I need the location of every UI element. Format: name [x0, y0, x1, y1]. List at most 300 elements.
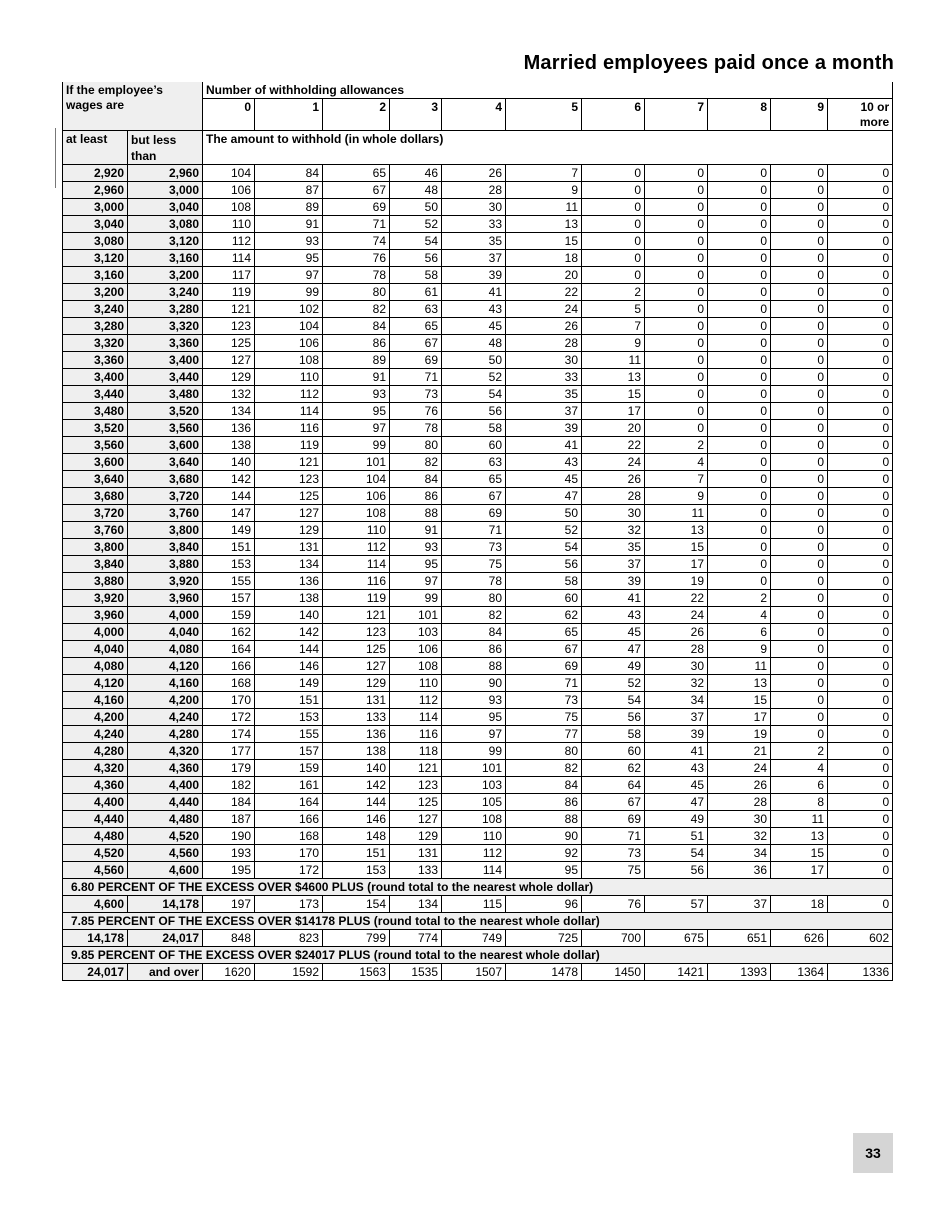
withholding-amount: 0 [771, 573, 828, 590]
wage-but-less-than: 4,000 [128, 607, 203, 624]
wage-but-less-than: 4,080 [128, 641, 203, 658]
withholding-amount: 2 [582, 284, 645, 301]
withholding-amount: 0 [828, 760, 893, 777]
withholding-amount: 0 [828, 182, 893, 199]
wage-at-least: 3,280 [63, 318, 128, 335]
wage-at-least: 4,160 [63, 692, 128, 709]
withholding-amount: 133 [323, 709, 390, 726]
withholding-amount: 182 [203, 777, 255, 794]
header-row-allowances [63, 82, 893, 99]
withholding-amount: 125 [255, 488, 323, 505]
table-row [63, 471, 893, 488]
at-least-label: at least [63, 131, 128, 165]
withholding-amount: 0 [771, 250, 828, 267]
withholding-amount: 75 [442, 556, 506, 573]
withholding-amount: 61 [390, 284, 442, 301]
withholding-amount: 173 [255, 896, 323, 913]
withholding-amount: 37 [442, 250, 506, 267]
withholding-amount: 39 [582, 573, 645, 590]
withholding-amount: 24 [506, 301, 582, 318]
wage-at-least: 4,200 [63, 709, 128, 726]
withholding-amount: 92 [506, 845, 582, 862]
table-row [63, 964, 893, 981]
allowance-header-8: 8 [708, 99, 771, 131]
withholding-amount: 0 [771, 539, 828, 556]
wage-but-less-than: 3,680 [128, 471, 203, 488]
withholding-amount: 71 [582, 828, 645, 845]
withholding-amount: 78 [390, 420, 442, 437]
table-row [63, 267, 893, 284]
table-row [63, 369, 893, 386]
withholding-amount: 28 [708, 794, 771, 811]
withholding-amount: 0 [771, 420, 828, 437]
wage-but-less-than: 3,440 [128, 369, 203, 386]
withholding-amount: 43 [645, 760, 708, 777]
withholding-amount: 58 [582, 726, 645, 743]
wage-but-less-than: 14,178 [128, 896, 203, 913]
wage-but-less-than: 2,960 [128, 165, 203, 182]
withholding-amount: 134 [390, 896, 442, 913]
table-row [63, 607, 893, 624]
table-row [63, 182, 893, 199]
withholding-amount: 626 [771, 930, 828, 947]
wage-at-least: 3,640 [63, 471, 128, 488]
withholding-amount: 26 [442, 165, 506, 182]
withholding-amount: 24 [645, 607, 708, 624]
withholding-amount: 110 [255, 369, 323, 386]
withholding-amount: 43 [442, 301, 506, 318]
withholding-amount: 56 [506, 556, 582, 573]
withholding-amount: 0 [708, 233, 771, 250]
withholding-amount: 127 [203, 352, 255, 369]
wage-at-least: 2,960 [63, 182, 128, 199]
withholding-amount: 0 [771, 335, 828, 352]
withholding-amount: 60 [506, 590, 582, 607]
withholding-amount: 129 [323, 675, 390, 692]
withholding-amount: 136 [323, 726, 390, 743]
withholding-amount: 26 [645, 624, 708, 641]
withholding-amount: 123 [203, 318, 255, 335]
withholding-amount: 67 [390, 335, 442, 352]
withholding-amount: 18 [506, 250, 582, 267]
withholding-amount: 69 [390, 352, 442, 369]
withholding-amount: 15 [506, 233, 582, 250]
withholding-amount: 121 [390, 760, 442, 777]
withholding-amount: 84 [506, 777, 582, 794]
withholding-amount: 91 [255, 216, 323, 233]
withholding-amount: 0 [645, 233, 708, 250]
withholding-amount: 0 [645, 369, 708, 386]
wage-but-less-than: 3,360 [128, 335, 203, 352]
withholding-amount: 0 [645, 199, 708, 216]
withholding-amount: 127 [390, 811, 442, 828]
wage-at-least: 3,960 [63, 607, 128, 624]
withholding-amount: 0 [828, 420, 893, 437]
table-row [63, 437, 893, 454]
withholding-amount: 37 [645, 709, 708, 726]
allowance-header-5: 5 [506, 99, 582, 131]
withholding-amount: 22 [645, 590, 708, 607]
withholding-amount: 28 [442, 182, 506, 199]
withholding-amount: 58 [390, 267, 442, 284]
withholding-amount: 65 [506, 624, 582, 641]
withholding-amount: 0 [771, 301, 828, 318]
withholding-amount: 153 [323, 862, 390, 879]
withholding-amount: 15 [582, 386, 645, 403]
withholding-amount: 0 [828, 811, 893, 828]
table-row [63, 641, 893, 658]
wage-at-least: 4,320 [63, 760, 128, 777]
wage-but-less-than: 4,160 [128, 675, 203, 692]
wage-but-less-than: 3,720 [128, 488, 203, 505]
table-row [63, 692, 893, 709]
allowance-header-3: 3 [390, 99, 442, 131]
table-row [63, 454, 893, 471]
withholding-amount: 0 [582, 250, 645, 267]
withholding-amount: 0 [582, 267, 645, 284]
withholding-amount: 39 [442, 267, 506, 284]
withholding-amount: 0 [645, 267, 708, 284]
withholding-amount: 0 [828, 896, 893, 913]
wage-but-less-than: 4,320 [128, 743, 203, 760]
withholding-amount: 26 [708, 777, 771, 794]
withholding-amount: 89 [323, 352, 390, 369]
withholding-amount: 0 [771, 692, 828, 709]
withholding-amount: 37 [506, 403, 582, 420]
withholding-amount: 184 [203, 794, 255, 811]
wage-but-less-than: 3,120 [128, 233, 203, 250]
withholding-amount: 22 [506, 284, 582, 301]
withholding-amount: 131 [255, 539, 323, 556]
withholding-amount: 20 [506, 267, 582, 284]
table-row [63, 199, 893, 216]
withholding-amount: 76 [323, 250, 390, 267]
withholding-amount: 32 [645, 675, 708, 692]
withholding-amount: 144 [203, 488, 255, 505]
withholding-amount: 48 [390, 182, 442, 199]
withholding-amount: 65 [390, 318, 442, 335]
withholding-amount: 0 [828, 794, 893, 811]
withholding-amount: 67 [323, 182, 390, 199]
withholding-amount: 96 [506, 896, 582, 913]
allowance-header-10: 10 or more [828, 99, 893, 131]
withholding-amount: 99 [323, 437, 390, 454]
withholding-amount: 41 [582, 590, 645, 607]
withholding-amount: 56 [442, 403, 506, 420]
withholding-amount: 7 [582, 318, 645, 335]
withholding-amount: 0 [828, 607, 893, 624]
withholding-amount: 0 [708, 216, 771, 233]
withholding-amount: 138 [255, 590, 323, 607]
withholding-amount: 0 [828, 828, 893, 845]
withholding-amount: 164 [255, 794, 323, 811]
table-row [63, 335, 893, 352]
withholding-amount: 0 [771, 386, 828, 403]
withholding-amount: 0 [708, 386, 771, 403]
withholding-amount: 108 [442, 811, 506, 828]
withholding-amount: 24 [708, 760, 771, 777]
withholding-amount: 43 [506, 454, 582, 471]
header-row-amount [63, 131, 893, 165]
withholding-amount: 101 [442, 760, 506, 777]
table-row [63, 233, 893, 250]
withholding-amount: 45 [645, 777, 708, 794]
withholding-amount: 9 [582, 335, 645, 352]
wage-but-less-than: 4,600 [128, 862, 203, 879]
withholding-amount: 95 [255, 250, 323, 267]
withholding-amount: 799 [323, 930, 390, 947]
wage-at-least: 3,600 [63, 454, 128, 471]
withholding-amount: 0 [582, 216, 645, 233]
withholding-amount: 0 [645, 216, 708, 233]
withholding-amount: 0 [708, 301, 771, 318]
withholding-amount: 28 [645, 641, 708, 658]
wage-but-less-than: 4,360 [128, 760, 203, 777]
withholding-amount: 82 [323, 301, 390, 318]
withholding-amount: 1535 [390, 964, 442, 981]
withholding-amount: 37 [582, 556, 645, 573]
withholding-amount: 0 [828, 743, 893, 760]
withholding-amount: 90 [506, 828, 582, 845]
withholding-amount: 0 [828, 335, 893, 352]
withholding-amount: 114 [255, 403, 323, 420]
withholding-amount: 0 [828, 573, 893, 590]
withholding-amount: 0 [771, 726, 828, 743]
withholding-amount: 172 [203, 709, 255, 726]
allowance-header-1: 1 [255, 99, 323, 131]
withholding-amount: 0 [645, 420, 708, 437]
withholding-amount: 0 [828, 471, 893, 488]
wage-but-less-than: 4,120 [128, 658, 203, 675]
withholding-amount: 93 [442, 692, 506, 709]
withholding-amount: 0 [645, 165, 708, 182]
withholding-amount: 146 [255, 658, 323, 675]
wage-but-less-than: 4,040 [128, 624, 203, 641]
wage-at-least: 4,520 [63, 845, 128, 862]
wage-at-least: 3,120 [63, 250, 128, 267]
wage-at-least: 4,280 [63, 743, 128, 760]
withholding-amount: 132 [203, 386, 255, 403]
withholding-amount: 153 [255, 709, 323, 726]
withholding-amount: 119 [255, 437, 323, 454]
withholding-amount: 0 [582, 199, 645, 216]
withholding-amount: 0 [708, 369, 771, 386]
wage-at-least: 3,520 [63, 420, 128, 437]
withholding-amount: 34 [708, 845, 771, 862]
withholding-amount: 0 [828, 386, 893, 403]
withholding-amount: 7 [506, 165, 582, 182]
withholding-amount: 106 [323, 488, 390, 505]
wage-at-least: 4,000 [63, 624, 128, 641]
table-row [63, 505, 893, 522]
withholding-amount: 0 [708, 522, 771, 539]
withholding-amount: 166 [203, 658, 255, 675]
withholding-amount: 0 [771, 165, 828, 182]
withholding-amount: 15 [708, 692, 771, 709]
wage-at-least: 4,040 [63, 641, 128, 658]
wage-at-least: 3,000 [63, 199, 128, 216]
withholding-amount: 1507 [442, 964, 506, 981]
withholding-amount: 50 [506, 505, 582, 522]
withholding-amount: 0 [828, 250, 893, 267]
withholding-amount: 11 [645, 505, 708, 522]
withholding-amount: 0 [771, 556, 828, 573]
withholding-amount: 69 [442, 505, 506, 522]
wage-but-less-than: and over [128, 964, 203, 981]
withholding-amount: 17 [645, 556, 708, 573]
withholding-amount: 129 [390, 828, 442, 845]
withholding-amount: 60 [442, 437, 506, 454]
table-row [63, 658, 893, 675]
withholding-amount: 73 [506, 692, 582, 709]
withholding-amount: 86 [323, 335, 390, 352]
withholding-amount: 75 [582, 862, 645, 879]
withholding-amount: 0 [828, 539, 893, 556]
withholding-amount: 0 [708, 488, 771, 505]
withholding-amount: 0 [771, 267, 828, 284]
withholding-amount: 0 [645, 386, 708, 403]
withholding-amount: 0 [828, 777, 893, 794]
withholding-amount: 168 [255, 828, 323, 845]
withholding-amount: 54 [645, 845, 708, 862]
withholding-amount: 21 [708, 743, 771, 760]
wage-but-less-than: 4,520 [128, 828, 203, 845]
withholding-amount: 75 [506, 709, 582, 726]
withholding-amount: 0 [708, 199, 771, 216]
withholding-amount: 95 [506, 862, 582, 879]
allowance-header-4: 4 [442, 99, 506, 131]
withholding-amount: 0 [771, 658, 828, 675]
withholding-amount: 34 [645, 692, 708, 709]
table-row [63, 386, 893, 403]
withholding-amount: 71 [390, 369, 442, 386]
table-row [63, 930, 893, 947]
withholding-amount: 110 [323, 522, 390, 539]
withholding-amount: 144 [255, 641, 323, 658]
withholding-amount: 133 [390, 862, 442, 879]
wage-but-less-than: 4,240 [128, 709, 203, 726]
withholding-amount: 0 [828, 505, 893, 522]
table-row [63, 522, 893, 539]
withholding-amount: 172 [255, 862, 323, 879]
withholding-amount: 119 [323, 590, 390, 607]
withholding-amount: 155 [203, 573, 255, 590]
table-row [63, 726, 893, 743]
allowance-header-7: 7 [645, 99, 708, 131]
table-row [63, 828, 893, 845]
table-row [63, 777, 893, 794]
withholding-amount: 112 [203, 233, 255, 250]
withholding-amount: 47 [582, 641, 645, 658]
withholding-amount: 0 [771, 233, 828, 250]
withholding-amount: 46 [390, 165, 442, 182]
withholding-amount: 105 [442, 794, 506, 811]
table-row [63, 743, 893, 760]
withholding-amount: 144 [323, 794, 390, 811]
withholding-amount: 0 [645, 403, 708, 420]
withholding-amount: 170 [203, 692, 255, 709]
wage-but-less-than: 4,280 [128, 726, 203, 743]
table-row [63, 284, 893, 301]
withholding-amount: 19 [708, 726, 771, 743]
wage-at-least: 3,040 [63, 216, 128, 233]
withholding-amount: 0 [828, 403, 893, 420]
withholding-amount: 101 [323, 454, 390, 471]
withholding-amount: 0 [828, 488, 893, 505]
withholding-amount: 0 [828, 369, 893, 386]
withholding-amount: 123 [390, 777, 442, 794]
withholding-amount: 50 [442, 352, 506, 369]
withholding-amount: 67 [506, 641, 582, 658]
withholding-amount: 140 [203, 454, 255, 471]
withholding-amount: 154 [323, 896, 390, 913]
table-row [63, 675, 893, 692]
withholding-amount: 69 [506, 658, 582, 675]
withholding-amount: 0 [708, 505, 771, 522]
withholding-amount: 95 [323, 403, 390, 420]
withholding-amount: 0 [708, 335, 771, 352]
withholding-amount: 190 [203, 828, 255, 845]
withholding-amount: 0 [828, 199, 893, 216]
withholding-amount: 32 [708, 828, 771, 845]
percent-band-text: 9.85 PERCENT OF THE EXCESS OVER $24017 PLUS (round total to the nearest whole dollar) [63, 947, 893, 964]
withholding-amount: 91 [323, 369, 390, 386]
wage-at-least: 3,560 [63, 437, 128, 454]
withholding-amount: 0 [828, 165, 893, 182]
withholding-amount: 62 [582, 760, 645, 777]
wage-at-least: 3,480 [63, 403, 128, 420]
withholding-amount: 88 [390, 505, 442, 522]
withholding-amount: 138 [203, 437, 255, 454]
withholding-amount: 131 [323, 692, 390, 709]
withholding-amount: 36 [708, 862, 771, 879]
withholding-amount: 0 [708, 573, 771, 590]
wage-at-least: 3,920 [63, 590, 128, 607]
withholding-amount: 97 [323, 420, 390, 437]
percent-band-row [63, 947, 893, 964]
withholding-amount: 99 [442, 743, 506, 760]
withholding-amount: 140 [255, 607, 323, 624]
withholding-amount: 52 [442, 369, 506, 386]
withholding-amount: 7 [645, 471, 708, 488]
withholding-amount: 0 [828, 522, 893, 539]
withholding-amount: 0 [828, 556, 893, 573]
withholding-amount: 35 [442, 233, 506, 250]
withholding-amount: 0 [771, 488, 828, 505]
table-row [63, 165, 893, 182]
withholding-amount: 1336 [828, 964, 893, 981]
withholding-amount: 0 [708, 454, 771, 471]
withholding-amount: 97 [442, 726, 506, 743]
table-row [63, 590, 893, 607]
withholding-amount: 65 [323, 165, 390, 182]
withholding-amount: 651 [708, 930, 771, 947]
withholding-amount: 15 [645, 539, 708, 556]
withholding-amount: 104 [255, 318, 323, 335]
withholding-amount: 24 [582, 454, 645, 471]
withholding-amount: 0 [771, 522, 828, 539]
withholding-amount: 0 [708, 471, 771, 488]
withholding-amount: 28 [506, 335, 582, 352]
withholding-amount: 0 [771, 471, 828, 488]
withholding-amount: 101 [390, 607, 442, 624]
withholding-amount: 8 [771, 794, 828, 811]
withholding-amount: 103 [390, 624, 442, 641]
withholding-amount: 99 [255, 284, 323, 301]
withholding-amount: 142 [203, 471, 255, 488]
wage-at-least: 4,440 [63, 811, 128, 828]
wage-but-less-than: 3,760 [128, 505, 203, 522]
